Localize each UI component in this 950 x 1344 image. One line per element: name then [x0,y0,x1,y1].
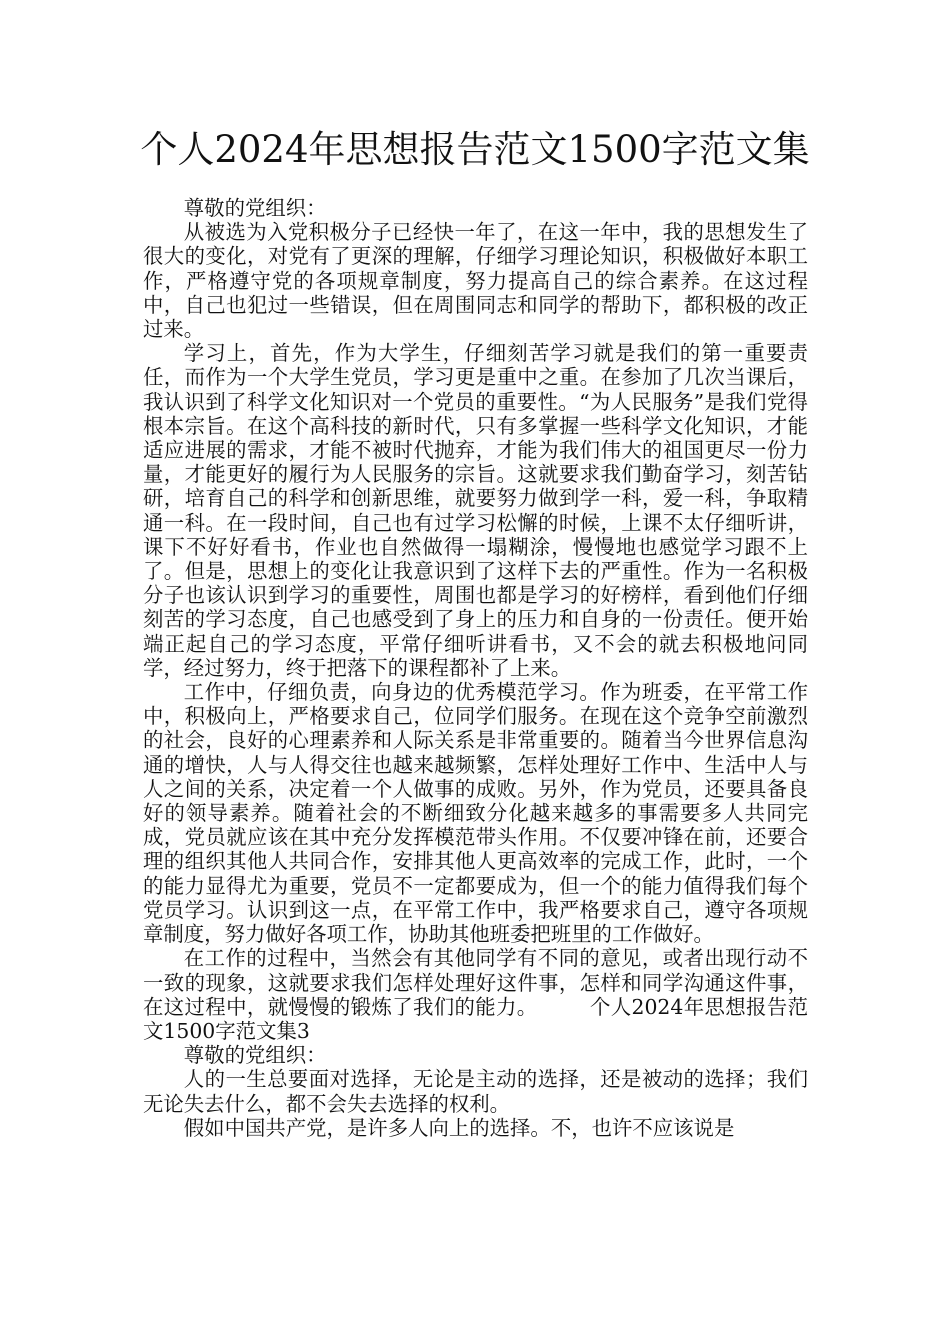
paragraph: 学习上，首先，作为大学生，仔细刻苦学习就是我们的第一重要责任，而作为一个大学生党员，学习更是重中之重。在参加了几次当课后，我认识到了科学文化知识对一个党员的重要性。“为人民服务”是我们党得根本宗旨。在这个高科技的新时代，只有多掌握一些科学文化知识，才能适应进展的需求，才能不被时代抛弃，才能为我们伟大的祖国更尽一份力量，才能更好的履行为人民服务的宗旨。这就要求我们勤奋学习，刻苦钻研，培育自己的科学和创新思维，就要努力做到学一科，爱一科，争取精通一科。在一段时间，自己也有过学习松懈的时候，上课不太仔细听讲，课下不好好看书，作业也自然做得一塌糊涂，慢慢地也感觉学习跟不上了。但是，思想上的变化让我意识到了这样下去的严重性。作为一名积极分子也该认识到学习的重要性，周围也都是学习的好榜样，看到他们仔细刻苦的学习态度，自己也感受到了身上的压力和自身的一份责任。便开始端正起自己的学习态度，平常仔细听讲看书，又不会的就去积极地问同学，经过努力，终于把落下的课程都补了上来。 [143,341,808,680]
salutation: 尊敬的党组织： [183,196,327,220]
section-heading: 个人2024年思想报告范文1500字范文集3 [143,994,808,1043]
paragraph: 人的一生总要面对选择，无论是主动的选择，还是被动的选择；我们无论失去什么，都不会失去选择的权利。 [143,1067,808,1116]
document-title: 个人2024年思想报告范文1500字范文集 [140,128,810,171]
paragraph: 工作中，仔细负责，向身边的优秀模范学习。作为班委，在平常工作中，积极向上，严格要求自己，位同学们服务。在现在这个竞争空前激烈的社会，良好的心理素养和人际关系是非常重要的。随着当今世界信息沟通的增快，人与人得交往也越来越频繁，怎样处理好工作中、生活中人与人之间的关系，决定着一个人做事的成败。另外，作为党员，还要具备良好的领导素养。随着社会的不断细致分化越来越多的事需要多人共同完成，党员就应该在其中充分发挥模范带头作用。不仅要冲锋在前，还要合理的组织其他人共同合作，安排其他人更高效率的完成工作，此时，一个的能力显得尤为重要，党员不一定都要成为，但一个的能力值得我们每个党员学习。认识到这一点，在平常工作中，我严格要求自己，遵守各项规章制度，努力做好各项工作，协助其他班委把班里的工作做好。 [143,680,808,947]
paragraph-text: 在工作的过程中，当然会有其他同学有不同的意见，或者出现行动不一致的现象，这就要求我们怎样处理好这件事，怎样和同学沟通这件事，在这过程中，就慢慢的锻炼了我们的能力。 [143,946,808,1019]
paragraph: 假如中国共产党，是许多人向上的选择。不，也许不应该说是 [183,1115,735,1140]
document-body [143,196,808,1140]
paragraph: 从被选为入党积极分子已经快一年了，在这一年中，我的思想发生了很大的变化，对党有了更深的理解，仔细学习理论知识，积极做好本职工作，严格遵守党的各项规章制度，努力提高自己的综合素养。在这过程中，自己也犯过一些错误，但在周围同志和同学的帮助下，都积极的改正过来。 [143,220,808,342]
salutation: 尊敬的党组织： [183,1043,327,1068]
paragraph [143,946,808,1043]
